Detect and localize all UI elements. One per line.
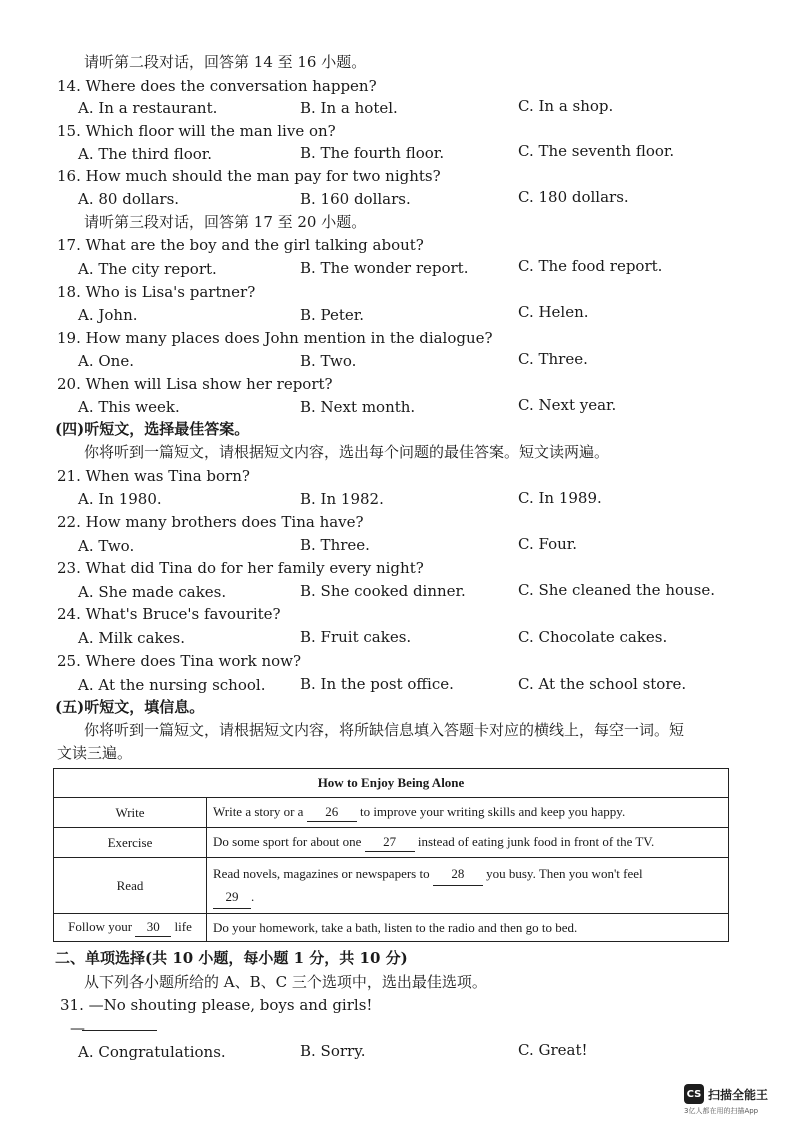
table-row <box>54 828 729 858</box>
watermark-name: 扫描全能王 <box>708 1087 769 1102</box>
option-15c: C. The seventh floor. <box>518 142 675 160</box>
blank-27: 27 <box>365 833 415 852</box>
question-20: 20. When will Lisa show her report? <box>57 375 333 393</box>
option-23b: B. She cooked dinner. <box>300 582 466 600</box>
row-label-read: Read <box>54 858 207 914</box>
question-14: 14. Where does the conversation happen? <box>57 77 377 95</box>
option-24c: C. Chocolate cakes. <box>518 628 668 646</box>
option-22b: B. Three. <box>300 536 370 554</box>
question-17: 17. What are the boy and the girl talking about? <box>57 236 424 254</box>
option-25b: B. In the post office. <box>300 675 454 693</box>
instruction-dialogue-3: 请听第三段对话，回答第 17 至 20 小题。 <box>84 213 367 231</box>
option-22c: C. Four. <box>518 535 578 553</box>
blank-29: 29 <box>213 886 251 909</box>
option-18a: A. John. <box>78 306 138 324</box>
option-16c: C. 180 dollars. <box>518 188 629 206</box>
option-17a: A. The city report. <box>78 260 217 278</box>
question-31: 31. —No shouting please, boys and girls! <box>60 996 373 1014</box>
option-31c: C. Great! <box>518 1041 588 1059</box>
part5-instruction-line1: 你将听到一篇短文，请根据短文内容，将所缺信息填入答题卡对应的横线上，每空一词。短 <box>84 721 685 739</box>
option-25a: A. At the nursing school. <box>78 676 266 694</box>
row-content-read: Read novels, magazines or newspapers to 28 you busy. Then you won't feel 29 . <box>207 858 729 914</box>
option-14b: B. In a hotel. <box>300 99 398 117</box>
instruction-dialogue-2: 请听第二段对话，回答第 14 至 16 小题。 <box>84 53 367 71</box>
option-20b: B. Next month. <box>300 398 416 416</box>
question-18: 18. Who is Lisa's partner? <box>57 283 256 301</box>
option-24a: A. Milk cakes. <box>78 629 185 647</box>
option-15b: B. The fourth floor. <box>300 144 445 162</box>
option-19b: B. Two. <box>300 352 357 370</box>
option-20c: C. Next year. <box>518 396 617 414</box>
question-21: 21. When was Tina born? <box>57 467 250 485</box>
part4-heading: (四)听短文，选择最佳答案。 <box>55 420 250 438</box>
option-22a: A. Two. <box>78 537 135 555</box>
option-21a: A. In 1980. <box>78 490 162 508</box>
row-content-write: Write a story or a 26 to improve your writing skills and keep you happy. <box>207 798 729 828</box>
table-row <box>54 914 729 942</box>
option-24b: B. Fruit cakes. <box>300 628 412 646</box>
part4-instruction: 你将听到一篇短文，请根据短文内容，选出每个问题的最佳答案。短文读两遍。 <box>84 443 610 461</box>
option-31b: B. Sorry. <box>300 1042 366 1060</box>
question-25: 25. Where does Tina work now? <box>57 652 302 670</box>
table-row <box>54 798 729 828</box>
option-25c: C. At the school store. <box>518 675 687 693</box>
option-18b: B. Peter. <box>300 306 365 324</box>
option-14a: A. In a restaurant. <box>78 99 218 117</box>
option-17c: C. The food report. <box>518 257 663 275</box>
option-19a: A. One. <box>78 352 134 370</box>
info-table <box>53 768 729 942</box>
blank-28: 28 <box>433 863 483 886</box>
blank-26: 26 <box>307 803 357 822</box>
question-19: 19. How many places does John mention in the dialogue? <box>57 329 493 347</box>
section2-heading: 二、单项选择(共 10 小题，每小题 1 分，共 10 分) <box>55 949 408 967</box>
row-label-exercise: Exercise <box>54 828 207 858</box>
watermark-subtitle: 3亿人都在用的扫描App <box>684 1107 759 1115</box>
option-19c: C. Three. <box>518 350 588 368</box>
row-content-exercise: Do some sport for about one 27 instead of eating junk food in front of the TV. <box>207 828 729 858</box>
row-label-follow: Follow your 30 life <box>54 914 207 942</box>
table-row <box>54 858 729 914</box>
question-22: 22. How many brothers does Tina have? <box>57 513 364 531</box>
option-18c: C. Helen. <box>518 303 589 321</box>
option-21c: C. In 1989. <box>518 489 602 507</box>
option-16a: A. 80 dollars. <box>78 190 180 208</box>
option-15a: A. The third floor. <box>78 145 213 163</box>
section2-instruction: 从下列各小题所给的 A、B、C 三个选项中，选出最佳选项。 <box>84 973 487 991</box>
question-15: 15. Which floor will the man live on? <box>57 122 336 140</box>
option-23c: C. She cleaned the house. <box>518 581 716 599</box>
camscanner-logo-icon: CS <box>684 1084 704 1104</box>
option-20a: A. This week. <box>78 398 180 416</box>
option-16b: B. 160 dollars. <box>300 190 411 208</box>
table-title: How to Enjoy Being Alone <box>54 769 729 798</box>
option-21b: B. In 1982. <box>300 490 384 508</box>
row-content-follow: Do your homework, take a bath, listen to the radio and then go to bed. <box>207 914 729 942</box>
blank-30: 30 <box>135 918 171 937</box>
part5-instruction-line2: 文读三遍。 <box>57 744 133 762</box>
question-23: 23. What did Tina do for her family every night? <box>57 559 424 577</box>
response-dash: — <box>70 1019 85 1037</box>
option-17b: B. The wonder report. <box>300 259 469 277</box>
question-16: 16. How much should the man pay for two nights? <box>57 167 441 185</box>
row-label-write: Write <box>54 798 207 828</box>
option-14c: C. In a shop. <box>518 97 614 115</box>
option-31a: A. Congratulations. <box>78 1043 226 1061</box>
info-table-header <box>54 769 729 798</box>
question-24: 24. What's Bruce's favourite? <box>57 605 281 623</box>
part5-heading: (五)听短文，填信息。 <box>55 698 205 716</box>
option-23a: A. She made cakes. <box>78 583 227 601</box>
answer-blank-31 <box>82 1030 157 1031</box>
scanner-watermark <box>684 1084 768 1104</box>
